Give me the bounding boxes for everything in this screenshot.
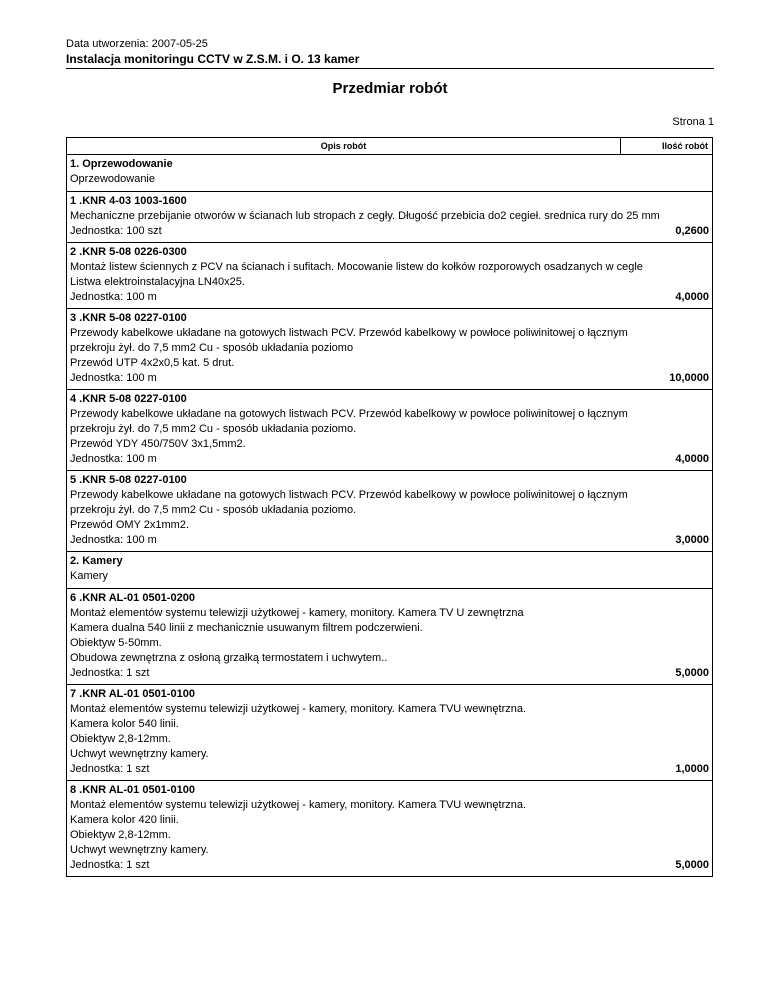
table-row — [67, 192, 712, 243]
item-unit: Jednostka: 1 szt — [70, 667, 150, 679]
item-description-line: przekroju żył. do 7,5 mm2 Cu - sposób układania poziomo. — [70, 504, 357, 516]
item-quantity: 3,0000 — [675, 534, 709, 546]
item-quantity: 4,0000 — [675, 453, 709, 465]
header-divider — [66, 68, 714, 69]
page-number: Strona 1 — [672, 116, 714, 128]
item-code: 5 .KNR 5-08 0227-0100 — [70, 474, 187, 486]
item-description-line: Przewody kabelkowe układane na gotowych listwach PCV. Przewód kabelkowy w powłoce poliwinitowej o łącznym — [70, 327, 628, 339]
table-row — [67, 685, 712, 781]
table-row — [67, 589, 712, 685]
section-header — [67, 155, 712, 192]
section-subtitle: Kamery — [70, 570, 108, 582]
item-description-line: Obiektyw 2,8-12mm. — [70, 733, 171, 745]
item-description-line: Montaż elementów systemu telewizji użytkowej - kamery, monitory. Kamera TV U zewnętrzna — [70, 607, 524, 619]
section-subtitle: Oprzewodowanie — [70, 173, 155, 185]
section-title: 1. Oprzewodowanie — [70, 158, 173, 170]
table-row — [67, 243, 712, 309]
item-code: 1 .KNR 4-03 1003-1600 — [70, 195, 187, 207]
column-header-quantity: Ilość robót — [661, 141, 708, 151]
item-description-line: Mechaniczne przebijanie otworów w ścianach lub stropach z cegły. Długość przebicia do2 cegieł. srednica rury do 25 mm — [70, 210, 660, 222]
item-description-line: przekroju żył. do 7,5 mm2 Cu - sposób układania poziomo. — [70, 423, 357, 435]
table-body — [67, 155, 712, 876]
item-description-line: Uchwyt wewnętrzny kamery. — [70, 844, 209, 856]
item-unit: Jednostka: 100 m — [70, 534, 157, 546]
item-unit: Jednostka: 100 m — [70, 453, 157, 465]
table-row — [67, 390, 712, 471]
item-unit: Jednostka: 100 m — [70, 291, 157, 303]
section-header — [67, 552, 712, 589]
item-description-line: Montaż elementów systemu telewizji użytkowej - kamery, monitory. Kamera TVU wewnętrzna. — [70, 703, 527, 715]
item-description-line: Obudowa zewnętrzna z osłoną grzałką termostatem i uchwytem.. — [70, 652, 388, 664]
item-unit: Jednostka: 100 szt — [70, 225, 162, 237]
creation-date: Data utworzenia: 2007-05-25 — [66, 38, 208, 50]
item-quantity: 5,0000 — [675, 859, 709, 871]
item-description-line: Kamera kolor 540 linii. — [70, 718, 179, 730]
item-unit: Jednostka: 1 szt — [70, 763, 150, 775]
item-description-line: Przewody kabelkowe układane na gotowych listwach PCV. Przewód kabelkowy w powłoce poliwinitowej o łącznym — [70, 489, 628, 501]
item-unit: Jednostka: 100 m — [70, 372, 157, 384]
section-title: 2. Kamery — [70, 555, 123, 567]
table-row — [67, 471, 712, 552]
document-title: Przedmiar robót — [332, 80, 448, 97]
item-code: 7 .KNR AL-01 0501-0100 — [70, 688, 195, 700]
item-description-line: Przewód UTP 4x2x0,5 kat. 5 drut. — [70, 357, 235, 369]
item-description-line: Przewód OMY 2x1mm2. — [70, 519, 190, 531]
item-quantity: 0,2600 — [675, 225, 709, 237]
item-code: 8 .KNR AL-01 0501-0100 — [70, 784, 195, 796]
project-title: Instalacja monitoringu CCTV w Z.S.M. i O. 13 kamer — [66, 52, 360, 66]
item-description-line: Przewody kabelkowe układane na gotowych listwach PCV. Przewód kabelkowy w powłoce poliwinitowej o łącznym — [70, 408, 628, 420]
table-row — [67, 781, 712, 876]
item-description-line: Uchwyt wewnętrzny kamery. — [70, 748, 209, 760]
item-description-line: Kamera kolor 420 linii. — [70, 814, 179, 826]
item-description-line: Przewód YDY 450/750V 3x1,5mm2. — [70, 438, 246, 450]
item-code: 6 .KNR AL-01 0501-0200 — [70, 592, 195, 604]
item-quantity: 5,0000 — [675, 667, 709, 679]
item-quantity: 4,0000 — [675, 291, 709, 303]
item-description-line: Montaż elementów systemu telewizji użytkowej - kamery, monitory. Kamera TVU wewnętrzna. — [70, 799, 527, 811]
item-code: 4 .KNR 5-08 0227-0100 — [70, 393, 187, 405]
item-description-line: Obiektyw 5-50mm. — [70, 637, 162, 649]
item-quantity: 10,0000 — [669, 372, 709, 384]
bill-of-quantities-table — [66, 137, 713, 877]
item-description-line: Kamera dualna 540 linii z mechanicznie usuwanym filtrem podczerwieni. — [70, 622, 423, 634]
item-quantity: 1,0000 — [675, 763, 709, 775]
item-description-line: przekroju żył. do 7,5 mm2 Cu - sposób układania poziomo — [70, 342, 354, 354]
item-description-line: Montaż listew ściennych z PCV na ścianach i sufitach. Mocowanie listew do kołków rozporowych osadzanych w cegle — [70, 261, 643, 273]
table-row — [67, 309, 712, 390]
item-unit: Jednostka: 1 szt — [70, 859, 150, 871]
item-code: 2 .KNR 5-08 0226-0300 — [70, 246, 187, 258]
table-header — [67, 138, 712, 155]
item-code: 3 .KNR 5-08 0227-0100 — [70, 312, 187, 324]
item-description-line: Obiektyw 2,8-12mm. — [70, 829, 171, 841]
item-description-line: Listwa elektroinstalacyjna LN40x25. — [70, 276, 245, 288]
column-header-description: Opis robót — [67, 138, 621, 154]
